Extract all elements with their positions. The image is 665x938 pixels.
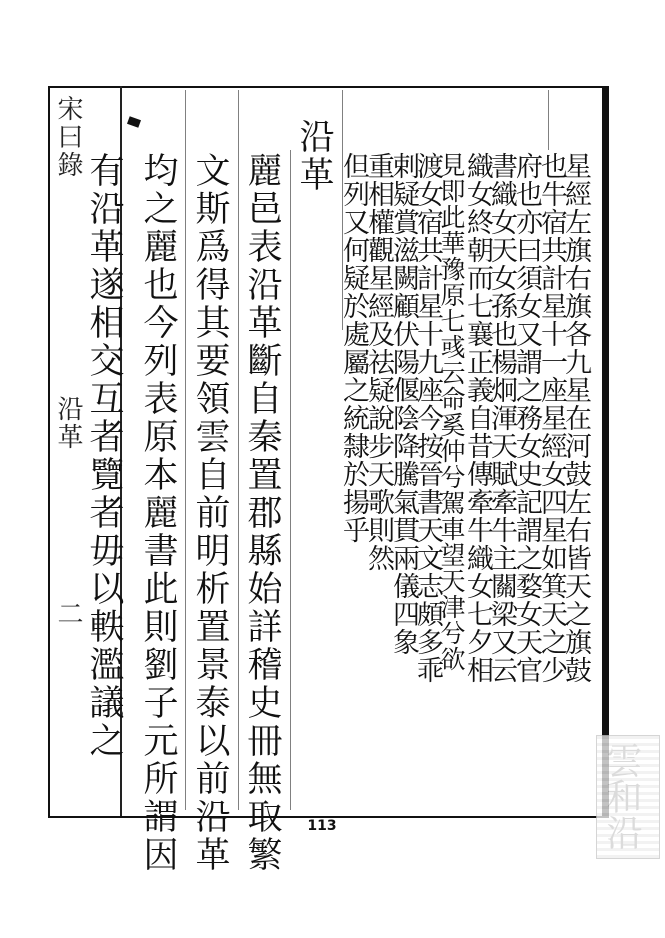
library-seal-stamp	[596, 735, 660, 859]
margin-book-title: 宋曰錄	[53, 95, 83, 179]
text-column-9: 重相權觀星經及祛疑說步天歌則然	[363, 152, 394, 572]
text-column-4: 書織女天女孫也楊炯渾天賦牽牛主關梁又云	[486, 152, 517, 684]
seal-text: 雲和沿	[601, 742, 642, 850]
section-heading: 沿革	[294, 118, 334, 194]
column-rule	[185, 90, 186, 810]
text-column-10: 但列又何疑於處屬之統隸於揚乎	[338, 152, 369, 544]
margin-folio-number: 二	[53, 600, 83, 628]
body-column-4: 有沿革遂相交互者覽者毋以軼濫議之	[84, 152, 124, 760]
page-number: 113	[307, 818, 337, 834]
column-rule	[548, 90, 549, 150]
margin-section-label: 沿革	[53, 395, 83, 451]
body-column-1: 麗邑表沿革斷自秦置郡縣始詳稽史冊無取繁	[242, 152, 282, 874]
text-column-2: 也牛宿共計星十一座星經女四星如箕天之少	[536, 152, 567, 684]
text-column-3: 府也亦曰須女又謂之務女史記謂之婺女天官	[511, 152, 542, 684]
body-column-3: 均之麗也今列表原本麗書此則劉子元所謂因	[138, 152, 178, 874]
column-rule	[238, 90, 239, 810]
column-rule	[290, 150, 291, 810]
text-column-7: 渡女宿共計星十九座今按晉書天文志頗多乖	[412, 152, 443, 684]
text-column-8: 剌疑賞滋闕顧伏陽偃陰降騰氣貫兩儀四象	[388, 152, 419, 656]
text-column-1: 星經左旗右旗各九星在河鼓左右皆天之旗鼓	[560, 152, 591, 684]
body-column-2: 文斯爲得其要領雲自前明析置景泰以前沿革	[190, 152, 230, 874]
text-column-5: 織女終朝而七襄正義自昔傳牽牛織女七夕相	[462, 152, 493, 684]
text-column-6: 見即此華豫原七彧云命奚仲兮駕車望天津兮欲	[437, 152, 466, 672]
